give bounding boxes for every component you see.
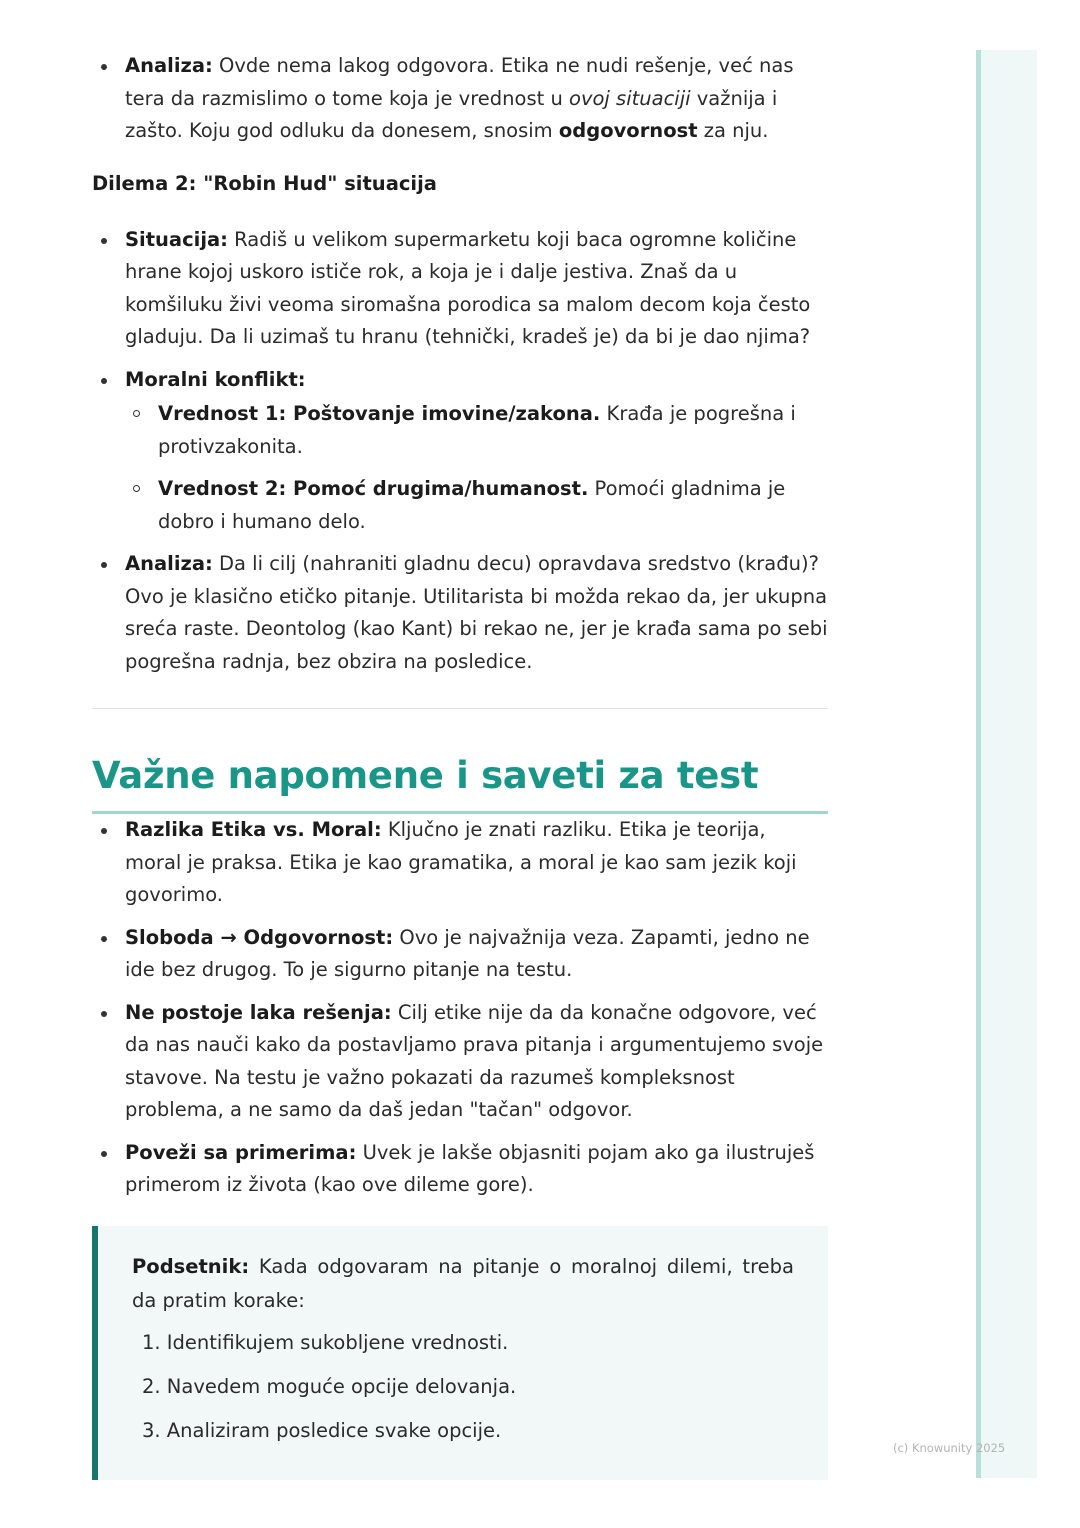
right-margin-bar bbox=[976, 50, 1037, 1478]
analiza-2-text: Da li cilj (nahraniti gladnu decu) opravdava sredstvo (krađu)? Ovo je klasično etičko pitanje. Utilitarista bi možda rekao da, jer ukupna sreća raste. Deontolog (kao Kant) bi rekao ne, jer je krađa sama po sebi pogrešna radnja, bez obzira na posledice. bbox=[125, 552, 828, 673]
tip-text: Ključno je znati razliku. Etika je teorija, moral je praksa. Etika je kao gramatika, a moral je kao sam jezik koji govorimo. bbox=[125, 818, 797, 906]
analiza-2-label: Analiza: bbox=[125, 552, 213, 575]
dilema-2-heading: Dilema 2: "Robin Hud" situacija bbox=[92, 171, 437, 195]
tip-item bbox=[92, 1137, 828, 1202]
tip-item bbox=[92, 814, 828, 912]
analiza-italic: ovoj situaciji bbox=[569, 86, 691, 110]
reminder-callout bbox=[92, 1226, 828, 1480]
sublist-item-vrednost-2 bbox=[125, 473, 828, 538]
callout-text: Kada odgovaram na pitanje o moralnoj dilemi, treba da pratim korake: bbox=[132, 1254, 794, 1312]
vrednost-2-text: Pomoći gladnima je dobro i humano delo. bbox=[158, 477, 786, 533]
analiza-list bbox=[92, 50, 828, 148]
list-item-analiza-1 bbox=[92, 50, 828, 148]
tip-text: Uvek je lakše objasniti pojam ako ga ilustruješ primerom iz života (kao ove dileme gore). bbox=[125, 1140, 815, 1196]
copyright-footer: (c) Knowunity 2025 bbox=[893, 1441, 1006, 1455]
analiza-text-b: važnija i zašto. Koju god odluku da donesem, snosim bbox=[125, 86, 778, 142]
list-item-konflikt bbox=[92, 364, 828, 539]
dilema-2-list bbox=[92, 224, 828, 679]
analiza-text-a: Ovde nema lakog odgovora. Etika ne nudi rešenje, već nas tera da razmislimo o tome koja je vrednost u bbox=[125, 54, 794, 110]
konflikt-sublist bbox=[125, 398, 828, 538]
list-item-analiza-2 bbox=[92, 548, 828, 678]
tip-label: Ne postoje laka rešenja: bbox=[125, 1000, 392, 1024]
callout-step: 2. Navedem moguće opcije delovanja. bbox=[142, 1374, 517, 1398]
callout-step: 3. Analiziram posledice svake opcije. bbox=[142, 1418, 502, 1442]
tip-label: Razlika Etika vs. Moral: bbox=[125, 818, 382, 841]
tip-item bbox=[92, 922, 828, 987]
analiza-bold: odgovornost bbox=[558, 119, 698, 142]
konflikt-label: Moralni konflikt: bbox=[125, 367, 306, 391]
situacija-label: Situacija: bbox=[125, 227, 228, 251]
tip-text: Cilj etike nije da da konačne odgovore, već da nas nauči kako da postavljamo prava pitanja i argumentujemo svoje stavove. Na testu je važno pokazati da razumeš kompleksnost problema, a ne samo da daš jedan "tačan" odgovor. bbox=[125, 1000, 824, 1121]
list-item-situacija bbox=[92, 224, 828, 354]
analiza-label: Analiza: bbox=[125, 54, 213, 77]
section-heading: Važne napomene i saveti za test bbox=[92, 753, 828, 814]
callout-step: 1. Identifikujem sukobljene vrednosti. bbox=[142, 1330, 509, 1354]
tips-list bbox=[92, 814, 828, 1202]
tip-label: Sloboda → Odgovornost: bbox=[125, 925, 394, 949]
vrednost-1-text: Krađa je pogrešna i protivzakonita. bbox=[158, 402, 796, 458]
callout-lead bbox=[132, 1250, 794, 1318]
vrednost-2-label: Vrednost 2: Pomoć drugima/humanost. bbox=[158, 477, 589, 500]
tip-label: Poveži sa primerima: bbox=[125, 1140, 357, 1164]
document-content bbox=[92, 50, 828, 1480]
situacija-text: Radiš u velikom supermarketu koji baca ogromne količine hrane kojoj uskoro ističe rok, a koja je i dalje jestiva. Znaš da u komšiluku živi veoma siromašna porodica sa malom decom koja često gladuju. Da li uzimaš tu hranu (tehnički, kradeš je) da bi je dao njima? bbox=[125, 227, 811, 348]
section-divider bbox=[92, 708, 828, 709]
tip-item bbox=[92, 997, 828, 1127]
tip-text: Ovo je najvažnija veza. Zapamti, jedno ne ide bez drugog. To je sigurno pitanje na testu. bbox=[125, 925, 810, 981]
callout-steps bbox=[132, 1326, 794, 1448]
analiza-text-c: za nju. bbox=[697, 119, 769, 142]
vrednost-1-label: Vrednost 1: Poštovanje imovine/zakona. bbox=[158, 402, 601, 425]
sublist-item-vrednost-1 bbox=[125, 398, 828, 463]
callout-label: Podsetnik: bbox=[132, 1254, 250, 1278]
